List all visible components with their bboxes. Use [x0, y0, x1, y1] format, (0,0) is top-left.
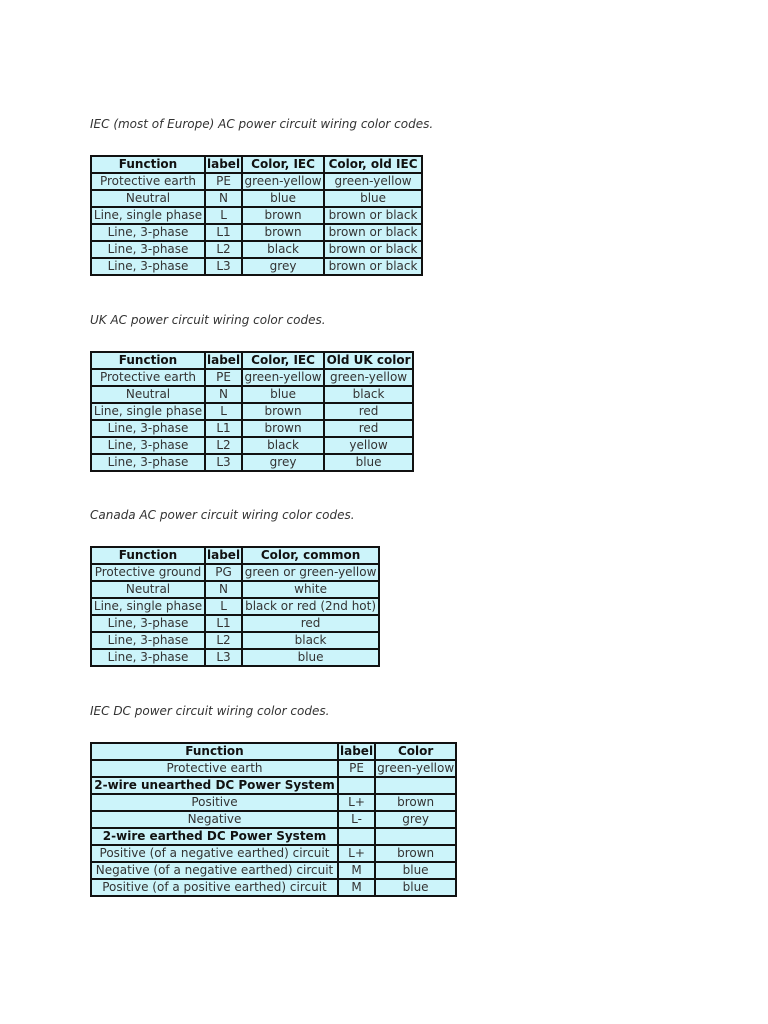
table-row	[91, 632, 379, 649]
cell-color: grey	[242, 258, 324, 275]
cell-label	[338, 777, 375, 794]
cell-label: L1	[205, 615, 242, 632]
cell-label: L2	[205, 437, 242, 454]
cell-label: L2	[205, 241, 242, 258]
cell-color: brown	[242, 403, 324, 420]
table-row	[91, 224, 422, 241]
cell-function: Negative	[91, 811, 338, 828]
table-header-row	[91, 352, 413, 369]
cell-function: Line, single phase	[91, 598, 205, 615]
cell-color: blue	[242, 190, 324, 207]
cell-color-old: yellow	[324, 437, 413, 454]
cell-function: Line, 3-phase	[91, 632, 205, 649]
table-canada-ac	[90, 546, 380, 667]
table-row	[91, 190, 422, 207]
cell-color: grey	[242, 454, 324, 471]
cell-color: green or green-yellow	[242, 564, 379, 581]
header-color: Color	[375, 743, 456, 760]
table-row	[91, 369, 413, 386]
cell-label: L-	[338, 811, 375, 828]
cell-color: green-yellow	[242, 369, 324, 386]
cell-function: Negative (of a negative earthed) circuit	[91, 862, 338, 879]
cell-function: Line, single phase	[91, 207, 205, 224]
cell-color-old: red	[324, 420, 413, 437]
section-row	[91, 828, 456, 845]
table-row	[91, 649, 379, 666]
table-row	[91, 845, 456, 862]
header-color-iec: Color, IEC	[242, 352, 324, 369]
cell-label: PE	[338, 760, 375, 777]
header-old-uk-color: Old UK color	[324, 352, 413, 369]
cell-color	[375, 777, 456, 794]
table-row	[91, 241, 422, 258]
table-row	[91, 420, 413, 437]
cell-label: L+	[338, 845, 375, 862]
header-label: label	[340, 744, 374, 758]
cell-color: black	[242, 241, 324, 258]
cell-function: Line, 3-phase	[91, 224, 205, 241]
cell-label: L1	[205, 420, 242, 437]
table-row	[91, 437, 413, 454]
header-color-common: Color, common	[242, 547, 379, 564]
header-label: label	[207, 353, 241, 367]
table-row	[91, 811, 456, 828]
table-uk-ac	[90, 351, 414, 472]
cell-color: brown	[242, 207, 324, 224]
table-iec-dc	[90, 742, 457, 897]
table-row	[91, 581, 379, 598]
cell-color-old: green-yellow	[324, 173, 422, 190]
cell-color-old: brown or black	[324, 241, 422, 258]
cell-color: blue	[242, 649, 379, 666]
cell-label: L3	[205, 454, 242, 471]
header-color-old-iec: Color, old IEC	[324, 156, 422, 173]
table-row	[91, 615, 379, 632]
cell-function: Line, 3-phase	[91, 420, 205, 437]
cell-function: Line, single phase	[91, 403, 205, 420]
cell-label	[338, 828, 375, 845]
cell-function: Positive	[91, 794, 338, 811]
table-header-row	[91, 547, 379, 564]
table-row	[91, 454, 413, 471]
cell-function: Protective earth	[91, 369, 205, 386]
cell-label: L+	[338, 794, 375, 811]
table-row	[91, 258, 422, 275]
cell-function: Protective earth	[91, 173, 205, 190]
table-row	[91, 760, 456, 777]
cell-color: blue	[242, 386, 324, 403]
cell-color: brown	[375, 845, 456, 862]
cell-label: M	[338, 879, 375, 896]
cell-label: L1	[205, 224, 242, 241]
cell-function: Line, 3-phase	[91, 258, 205, 275]
cell-color: grey	[375, 811, 456, 828]
cell-label: PE	[205, 173, 242, 190]
table-row	[91, 794, 456, 811]
header-function: Function	[91, 743, 338, 760]
cell-color: black	[242, 437, 324, 454]
cell-color: white	[242, 581, 379, 598]
caption-iec-dc: IEC DC power circuit wiring color codes.	[90, 704, 330, 718]
cell-color: brown	[375, 794, 456, 811]
cell-color: green-yellow	[377, 761, 455, 775]
cell-label: L	[205, 207, 242, 224]
section-heading: 2-wire unearthed DC Power System	[91, 777, 338, 794]
cell-label: M	[338, 862, 375, 879]
cell-function: Neutral	[91, 190, 205, 207]
cell-function: Line, 3-phase	[91, 649, 205, 666]
caption-uk-ac: UK AC power circuit wiring color codes.	[90, 313, 326, 327]
cell-function: Protective earth	[91, 760, 338, 777]
cell-color-old: blue	[324, 454, 413, 471]
caption-canada-ac: Canada AC power circuit wiring color codes.	[90, 508, 355, 522]
cell-color: blue	[375, 862, 456, 879]
header-color-iec: Color, IEC	[242, 156, 324, 173]
cell-label: L	[205, 598, 242, 615]
header-function: Function	[91, 156, 205, 173]
cell-function: Protective ground	[91, 564, 205, 581]
table-header-row	[91, 156, 422, 173]
cell-function: Line, 3-phase	[91, 454, 205, 471]
caption-iec-ac: IEC (most of Europe) AC power circuit wiring color codes.	[90, 117, 434, 131]
cell-color: blue	[375, 879, 456, 896]
cell-function: Line, 3-phase	[91, 241, 205, 258]
cell-color-old: brown or black	[324, 224, 422, 241]
cell-color-old: blue	[324, 190, 422, 207]
cell-label: PE	[205, 369, 242, 386]
table-row	[91, 207, 422, 224]
cell-function: Positive (of a positive earthed) circuit	[91, 879, 338, 896]
cell-label: N	[205, 190, 242, 207]
section-heading: 2-wire earthed DC Power System	[91, 828, 338, 845]
table-iec-ac	[90, 155, 423, 276]
table-row	[91, 386, 413, 403]
cell-function: Line, 3-phase	[91, 615, 205, 632]
header-label: label	[207, 157, 241, 171]
table-row	[91, 598, 379, 615]
section-row	[91, 777, 456, 794]
table-row	[91, 879, 456, 896]
cell-function: Neutral	[91, 386, 205, 403]
cell-function: Neutral	[91, 581, 205, 598]
cell-label: L3	[205, 649, 242, 666]
header-function: Function	[91, 547, 205, 564]
cell-color: black	[242, 632, 379, 649]
header-label: label	[207, 548, 241, 562]
cell-color-old: brown or black	[324, 258, 422, 275]
cell-color: black or red (2nd hot)	[242, 598, 379, 615]
table-row	[91, 564, 379, 581]
table-header-row	[91, 743, 456, 760]
cell-color-old: red	[324, 403, 413, 420]
cell-color-old: brown or black	[324, 207, 422, 224]
cell-color-old: black	[324, 386, 413, 403]
cell-color: red	[242, 615, 379, 632]
cell-label: L	[205, 403, 242, 420]
cell-function: Positive (of a negative earthed) circuit	[91, 845, 338, 862]
cell-function: Line, 3-phase	[91, 437, 205, 454]
cell-label: L3	[205, 258, 242, 275]
cell-color	[375, 828, 456, 845]
cell-color-old: green-yellow	[324, 369, 413, 386]
cell-label: N	[205, 386, 242, 403]
table-row	[91, 403, 413, 420]
cell-label: N	[205, 581, 242, 598]
table-row	[91, 862, 456, 879]
cell-label: L2	[205, 632, 242, 649]
cell-label: PG	[205, 564, 242, 581]
table-row	[91, 173, 422, 190]
header-function: Function	[91, 352, 205, 369]
cell-color: brown	[242, 420, 324, 437]
cell-color: brown	[242, 224, 324, 241]
cell-color: green-yellow	[242, 173, 324, 190]
